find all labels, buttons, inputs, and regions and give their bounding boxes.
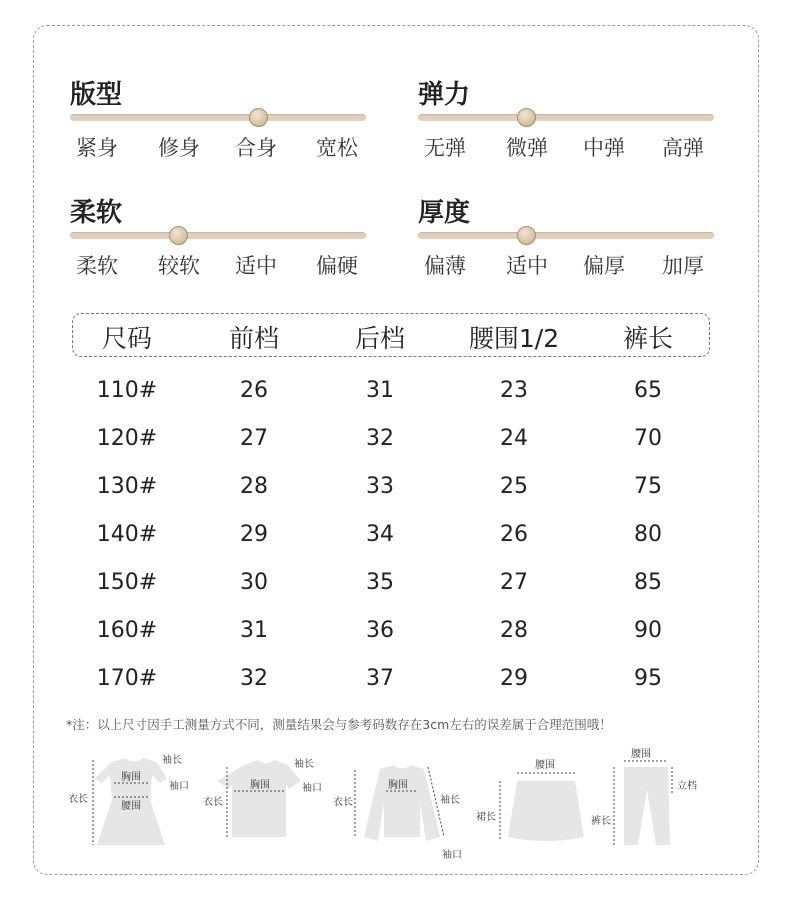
table-row: [0, 426, 790, 456]
cell-front-rise: 30: [240, 570, 268, 595]
attr-title: 厚度: [418, 198, 471, 228]
cell-half-waist: 25: [500, 474, 528, 499]
scale-option: 适中: [506, 254, 548, 278]
cell-back-rise: 37: [366, 666, 394, 691]
scale-option: 柔软: [76, 254, 118, 278]
cell-size: 150#: [96, 570, 158, 595]
scale-option: 紧身: [76, 136, 118, 160]
cell-pants-length: 95: [634, 666, 662, 691]
table-row: [0, 522, 790, 552]
cell-front-rise: 26: [240, 378, 268, 403]
scale-knob: [517, 108, 536, 127]
scale-option: 无弹: [424, 136, 466, 160]
tshirt-chest-label: 胸围: [250, 780, 270, 791]
skirt-waist-label: 腰围: [535, 760, 555, 771]
cell-size: 110#: [96, 378, 158, 403]
skirt-length-label: 裙长: [476, 812, 496, 823]
dress-diagram: [68, 753, 189, 845]
dress-cuff-label: 袖口: [169, 781, 189, 792]
tshirt-shape: [217, 760, 301, 837]
scale-knob: [169, 226, 188, 245]
scale-track: [70, 114, 366, 121]
header-half-waist: 腰围1/2: [468, 324, 560, 353]
cell-back-rise: 36: [366, 618, 394, 643]
cell-pants-length: 75: [634, 474, 662, 499]
cell-back-rise: 31: [366, 378, 394, 403]
measurement-note: *注：以上尺寸因手工测量方式不同，测量结果会与参考码数存在3cm左右的误差属于合理范围哦！: [66, 717, 612, 732]
cell-half-waist: 24: [500, 426, 528, 451]
scale-option: 偏厚: [583, 254, 625, 278]
pants-length-label: 裤长: [591, 816, 611, 827]
attr-title: 弹力: [418, 80, 471, 110]
pants-shape: [624, 767, 670, 845]
scale-option: 偏薄: [424, 254, 466, 278]
table-row: [0, 378, 790, 408]
dress-sleeve-label: 袖长: [162, 755, 182, 766]
tshirt-diagram: [203, 757, 322, 837]
sweater-sleeve-label: 袖长: [440, 795, 460, 806]
scale-option: 偏硬: [316, 254, 358, 278]
tshirt-sleeve-label: 袖长: [294, 759, 314, 770]
pants-rise-label: 立档: [677, 781, 697, 792]
header-back-rise: 后档: [354, 324, 406, 353]
cell-front-rise: 32: [240, 666, 268, 691]
cell-pants-length: 65: [634, 378, 662, 403]
header-size: 尺码: [101, 324, 153, 353]
cell-back-rise: 32: [366, 426, 394, 451]
scale-option: 加厚: [662, 254, 704, 278]
cell-pants-length: 85: [634, 570, 662, 595]
pants-waist-label: 腰围: [631, 749, 651, 760]
table-row: [0, 666, 790, 696]
garment-diagram-svg: [0, 745, 790, 870]
table-row: [0, 618, 790, 648]
scale-option: 宽松: [316, 136, 358, 160]
scale-option: 较软: [158, 254, 200, 278]
cell-half-waist: 28: [500, 618, 528, 643]
cell-size: 140#: [96, 522, 158, 547]
dress-length-label: 衣长: [68, 794, 88, 805]
cell-pants-length: 90: [634, 618, 662, 643]
scale-track: [418, 232, 714, 239]
scale-option: 合身: [235, 136, 277, 160]
cell-half-waist: 26: [500, 522, 528, 547]
scale-option: 修身: [158, 136, 200, 160]
scale-knob: [517, 226, 536, 245]
cell-size: 120#: [96, 426, 158, 451]
sweater-chest-label: 胸围: [388, 780, 408, 791]
measurement-diagrams: [0, 745, 790, 870]
attr-title: 版型: [70, 80, 123, 110]
table-row: [0, 474, 790, 504]
scale-option: 微弹: [506, 136, 548, 160]
table-row: [0, 570, 790, 600]
cell-back-rise: 34: [366, 522, 394, 547]
skirt-shape: [508, 781, 584, 841]
tshirt-cuff-label: 袖口: [302, 783, 322, 794]
header-pants-length: 裤长: [622, 324, 674, 353]
skirt-diagram: [476, 759, 584, 841]
cell-front-rise: 31: [240, 618, 268, 643]
cell-front-rise: 29: [240, 522, 268, 547]
dress-waist-label: 腰围: [121, 801, 141, 812]
cell-half-waist: 29: [500, 666, 528, 691]
cell-front-rise: 28: [240, 474, 268, 499]
attr-title: 柔软: [70, 198, 123, 228]
cell-size: 160#: [96, 618, 158, 643]
dress-chest-label: 胸围: [121, 772, 141, 783]
scale-option: 中弹: [583, 136, 625, 160]
cell-size: 170#: [96, 666, 158, 691]
cell-pants-length: 70: [634, 426, 662, 451]
scale-option: 高弹: [662, 136, 704, 160]
cell-back-rise: 35: [366, 570, 394, 595]
cell-front-rise: 27: [240, 426, 268, 451]
header-front-rise: 前档: [228, 324, 280, 353]
pants-diagram: [591, 748, 697, 845]
scale-knob: [249, 108, 268, 127]
sweater-length-label: 衣长: [333, 797, 353, 808]
scale-track: [70, 232, 366, 239]
sweater-diagram: [333, 765, 462, 861]
scale-option: 适中: [235, 254, 277, 278]
cell-half-waist: 23: [500, 378, 528, 403]
tshirt-length-label: 衣长: [203, 797, 223, 808]
cell-half-waist: 27: [500, 570, 528, 595]
cell-back-rise: 33: [366, 474, 394, 499]
scale-track: [418, 114, 714, 121]
sweater-shape: [364, 765, 440, 841]
cell-size: 130#: [96, 474, 158, 499]
sweater-cuff-label: 袖口: [442, 850, 462, 861]
cell-pants-length: 80: [634, 522, 662, 547]
